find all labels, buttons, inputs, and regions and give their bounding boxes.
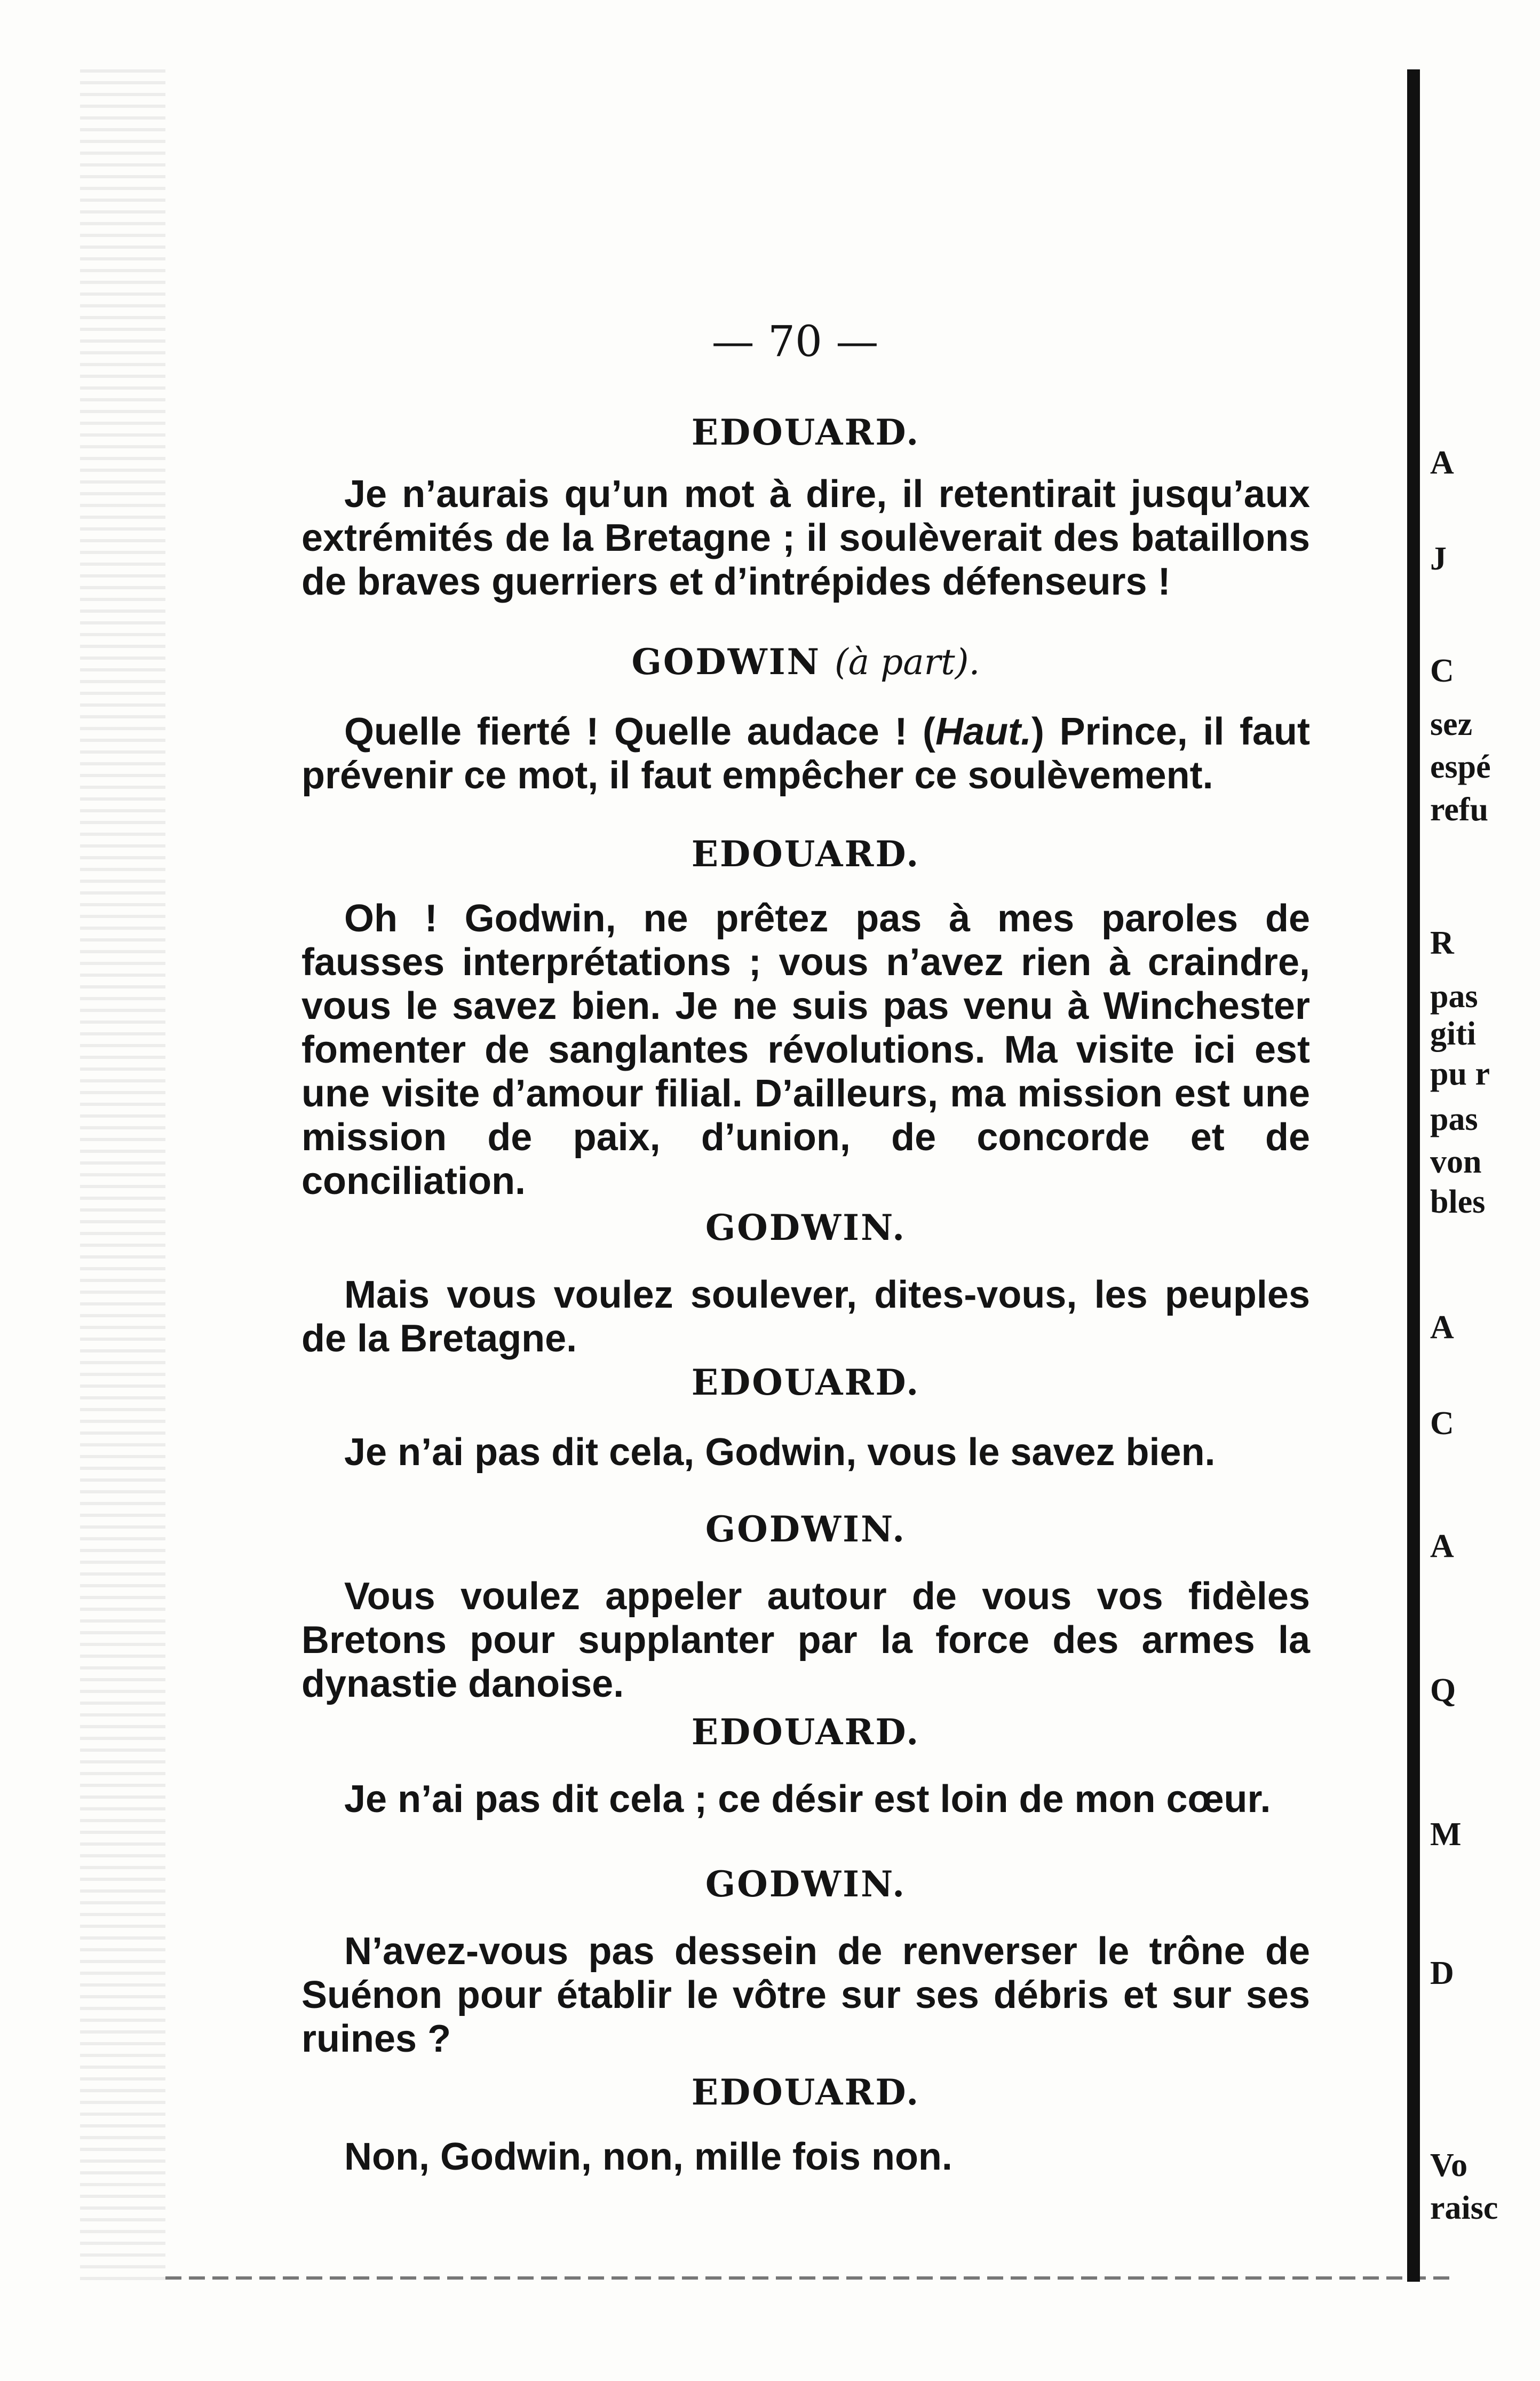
margin-fragment: C	[1430, 1405, 1454, 1442]
margin-fragment: pu r	[1430, 1056, 1490, 1092]
speaker-name: EDOUARD.	[691, 412, 920, 453]
margin-fragment: sez	[1430, 706, 1473, 742]
margin-fragment: refu	[1430, 792, 1489, 828]
dialogue-text: Je n’ai pas dit cela ; ce désir est loin de mon cœur.	[344, 1778, 1271, 1821]
dialogue-text-part: Quelle fierté ! Quelle audace ! (	[344, 710, 936, 753]
stage-direction: (à part).	[834, 642, 980, 683]
dialogue-text: Vous voulez appeler autour de vous vos fidèles Bretons pour supplanter par la force des armes la dynastie danoise.	[301, 1575, 1310, 1705]
dialogue-text: Mais vous voulez soulever, dites-vous, les peuples de la Bretagne.	[301, 1273, 1310, 1360]
dialogue-text	[301, 710, 1310, 797]
dialogue-text: Non, Godwin, non, mille fois non.	[344, 2135, 952, 2178]
margin-fragment: Vo	[1430, 2147, 1468, 2184]
margin-fragment: M	[1430, 1816, 1462, 1853]
margin-fragment: R	[1430, 925, 1454, 961]
speaker-name: EDOUARD.	[691, 833, 920, 875]
speaker-heading	[299, 640, 1313, 684]
margin-fragment: raisc	[1430, 2190, 1498, 2226]
speaker-name: GODWIN.	[705, 1863, 907, 1905]
stage-direction: Haut.	[935, 710, 1032, 753]
margin-fragment: A	[1430, 1528, 1454, 1564]
dialogue-text-part: ) Prince, il faut prévenir ce mot, il faut empêcher ce soulèvement.	[301, 710, 1311, 797]
margin-fragment: pas	[1430, 1101, 1478, 1137]
dialogue-text: N’avez-vous pas dessein de renverser le trône de Suénon pour établir le vôtre sur ses débris et sur ses ruines ?	[301, 1930, 1310, 2060]
margin-fragment: bles	[1430, 1184, 1486, 1220]
margin-fragment: A	[1430, 445, 1454, 481]
dialogue-text: Je n’ai pas dit cela, Godwin, vous le savez bien.	[344, 1431, 1216, 1474]
margin-fragment: giti	[1430, 1016, 1477, 1052]
margin-fragment: D	[1430, 1955, 1454, 1991]
margin-fragment: von	[1430, 1144, 1482, 1180]
bottom-page-edge	[165, 2276, 1457, 2280]
margin-fragment: espé	[1430, 749, 1491, 785]
speaker-name: EDOUARD.	[691, 1711, 920, 1753]
margin-fragment: A	[1430, 1309, 1454, 1346]
left-page-edge	[80, 69, 165, 2284]
speaker-name: GODWIN.	[705, 1508, 907, 1550]
margin-fragment: J	[1430, 541, 1447, 577]
speaker-name: GODWIN	[631, 641, 821, 683]
margin-fragment: pas	[1430, 978, 1478, 1015]
speaker-name: EDOUARD.	[691, 1362, 920, 1403]
binding-shadow	[1407, 69, 1420, 2282]
speaker-name: GODWIN.	[705, 1207, 907, 1248]
page-number: — 70 —	[711, 317, 879, 366]
margin-fragment: C	[1430, 653, 1454, 689]
speaker-name: EDOUARD.	[691, 2071, 920, 2113]
dialogue-text: Oh ! Godwin, ne prêtez pas à mes paroles de fausses interprétations ; vous n’avez rien à craindre, vous le savez bien. Je ne suis pas venu à Winchester fomenter de sanglantes révolutions. Ma visite ici est une visite d’amour filial. D’ailleurs, ma mission est une mission de paix, d’union, de concorde et de conciliation.	[301, 897, 1310, 1203]
margin-fragment: Q	[1430, 1672, 1456, 1708]
dialogue-text: Je n’aurais qu’un mot à dire, il retentirait jusqu’aux extrémités de la Bretagne ; il soulèverait des bataillons de braves guerriers et d’intrépides défenseurs !	[301, 473, 1310, 603]
